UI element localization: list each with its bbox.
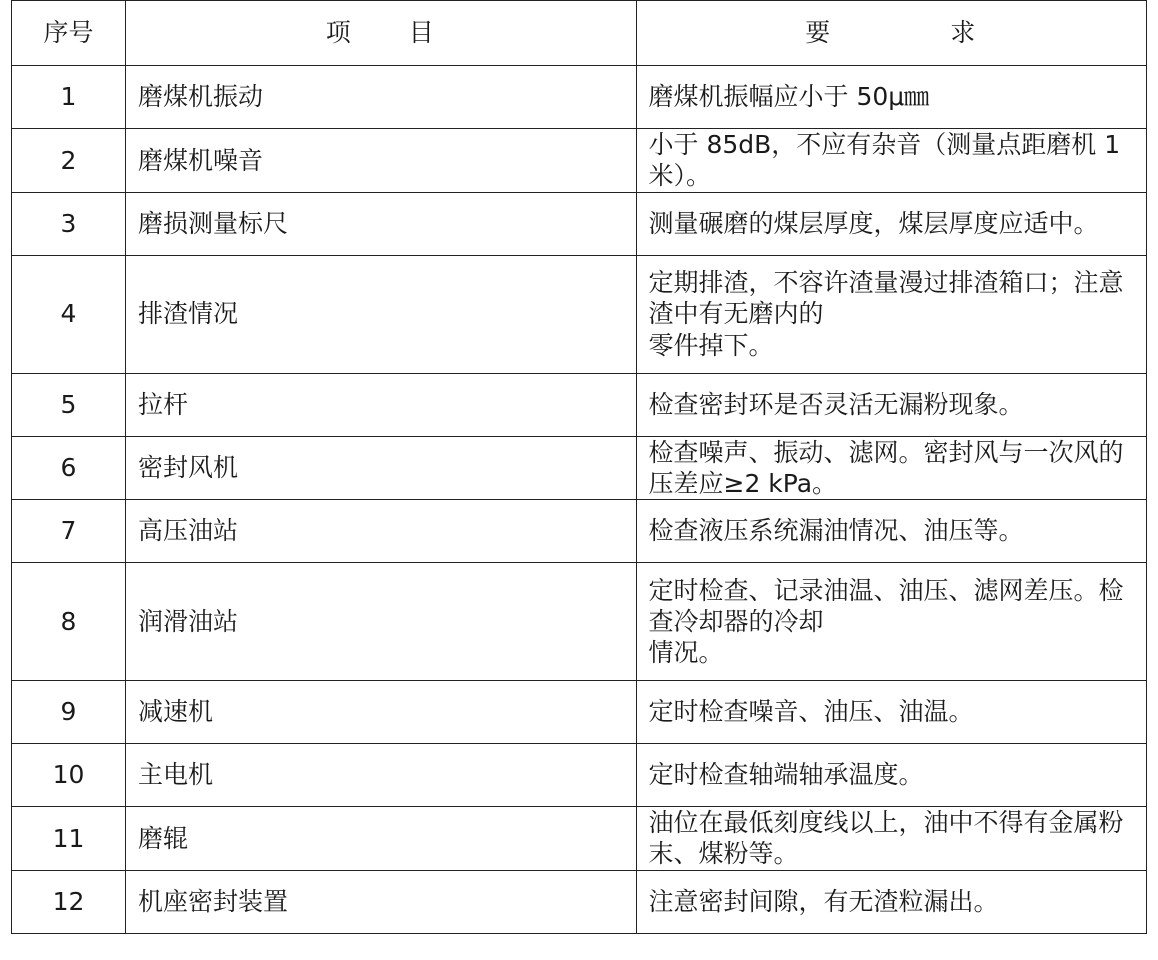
row-item: 密封风机 bbox=[126, 436, 637, 500]
row-serial-no: 3 bbox=[12, 192, 126, 255]
row-item: 磨辊 bbox=[126, 807, 637, 871]
header-item-char-1: 项 bbox=[325, 18, 353, 48]
row-item: 减速机 bbox=[126, 681, 637, 744]
row-requirement: 定时检查噪音、油压、油温。 bbox=[636, 681, 1147, 744]
row-serial-no: 10 bbox=[12, 744, 126, 807]
row-serial-no: 12 bbox=[12, 870, 126, 933]
row-requirement: 磨煤机振幅应小于 50μ㎜ bbox=[636, 66, 1147, 129]
requirement-line-1: 定时检查、记录油温、油压、滤网差压。检查冷却器的冷却 bbox=[648, 575, 1124, 636]
row-serial-no: 6 bbox=[12, 436, 126, 500]
table-row bbox=[12, 436, 1147, 500]
table-row bbox=[12, 870, 1147, 933]
table-row bbox=[12, 681, 1147, 744]
requirement-line-2: 零件掉下。 bbox=[648, 330, 774, 360]
table-row bbox=[12, 66, 1147, 129]
row-requirement: 定时检查轴端轴承温度。 bbox=[636, 744, 1147, 807]
requirement-line-1: 定期排渣，不容许渣量漫过排渣箱口；注意渣中有无磨内的 bbox=[648, 268, 1124, 329]
row-requirement: 检查密封环是否灵活无漏粉现象。 bbox=[636, 373, 1147, 436]
row-serial-no: 8 bbox=[12, 563, 126, 681]
row-requirement: 检查液压系统漏油情况、油压等。 bbox=[636, 500, 1147, 563]
table-header-row bbox=[12, 1, 1147, 66]
table-row bbox=[12, 500, 1147, 563]
row-requirement: 测量碾磨的煤层厚度，煤层厚度应适中。 bbox=[636, 192, 1147, 255]
row-item: 磨煤机噪音 bbox=[126, 129, 637, 193]
row-requirement: 油位在最低刻度线以上，油中不得有金属粉末、煤粉等。 bbox=[636, 807, 1147, 871]
header-req-char-1: 要 bbox=[805, 18, 833, 48]
requirement-line-2: 情况。 bbox=[648, 638, 724, 668]
row-requirement bbox=[636, 563, 1147, 681]
row-requirement: 小于 85dB，不应有杂音（测量点距磨机 1 米）。 bbox=[636, 129, 1147, 193]
header-item bbox=[126, 1, 637, 66]
header-requirement bbox=[636, 1, 1147, 66]
row-item: 磨煤机振动 bbox=[126, 66, 637, 129]
table-row bbox=[12, 807, 1147, 871]
row-item: 机座密封装置 bbox=[126, 870, 637, 933]
row-serial-no: 9 bbox=[12, 681, 126, 744]
row-item: 润滑油站 bbox=[126, 563, 637, 681]
row-requirement: 检查噪声、振动、滤网。密封风与一次风的压差应≥2 kPa。 bbox=[636, 436, 1147, 500]
row-serial-no: 7 bbox=[12, 500, 126, 563]
row-item: 排渣情况 bbox=[126, 255, 637, 373]
header-item-char-2: 目 bbox=[408, 18, 436, 48]
table-row bbox=[12, 373, 1147, 436]
row-item: 主电机 bbox=[126, 744, 637, 807]
table-row bbox=[12, 192, 1147, 255]
table-row bbox=[12, 744, 1147, 807]
row-serial-no: 11 bbox=[12, 807, 126, 871]
table-row bbox=[12, 129, 1147, 193]
header-serial-no: 序号 bbox=[12, 1, 126, 66]
row-serial-no: 4 bbox=[12, 255, 126, 373]
row-item: 磨损测量标尺 bbox=[126, 192, 637, 255]
row-item: 高压油站 bbox=[126, 500, 637, 563]
row-serial-no: 1 bbox=[12, 66, 126, 129]
row-requirement bbox=[636, 255, 1147, 373]
header-req-char-2: 求 bbox=[950, 18, 978, 48]
table-row bbox=[12, 563, 1147, 681]
inspection-requirements-table bbox=[11, 0, 1147, 934]
row-requirement: 注意密封间隙，有无渣粒漏出。 bbox=[636, 870, 1147, 933]
row-item: 拉杆 bbox=[126, 373, 637, 436]
table-row bbox=[12, 255, 1147, 373]
row-serial-no: 2 bbox=[12, 129, 126, 193]
row-serial-no: 5 bbox=[12, 373, 126, 436]
